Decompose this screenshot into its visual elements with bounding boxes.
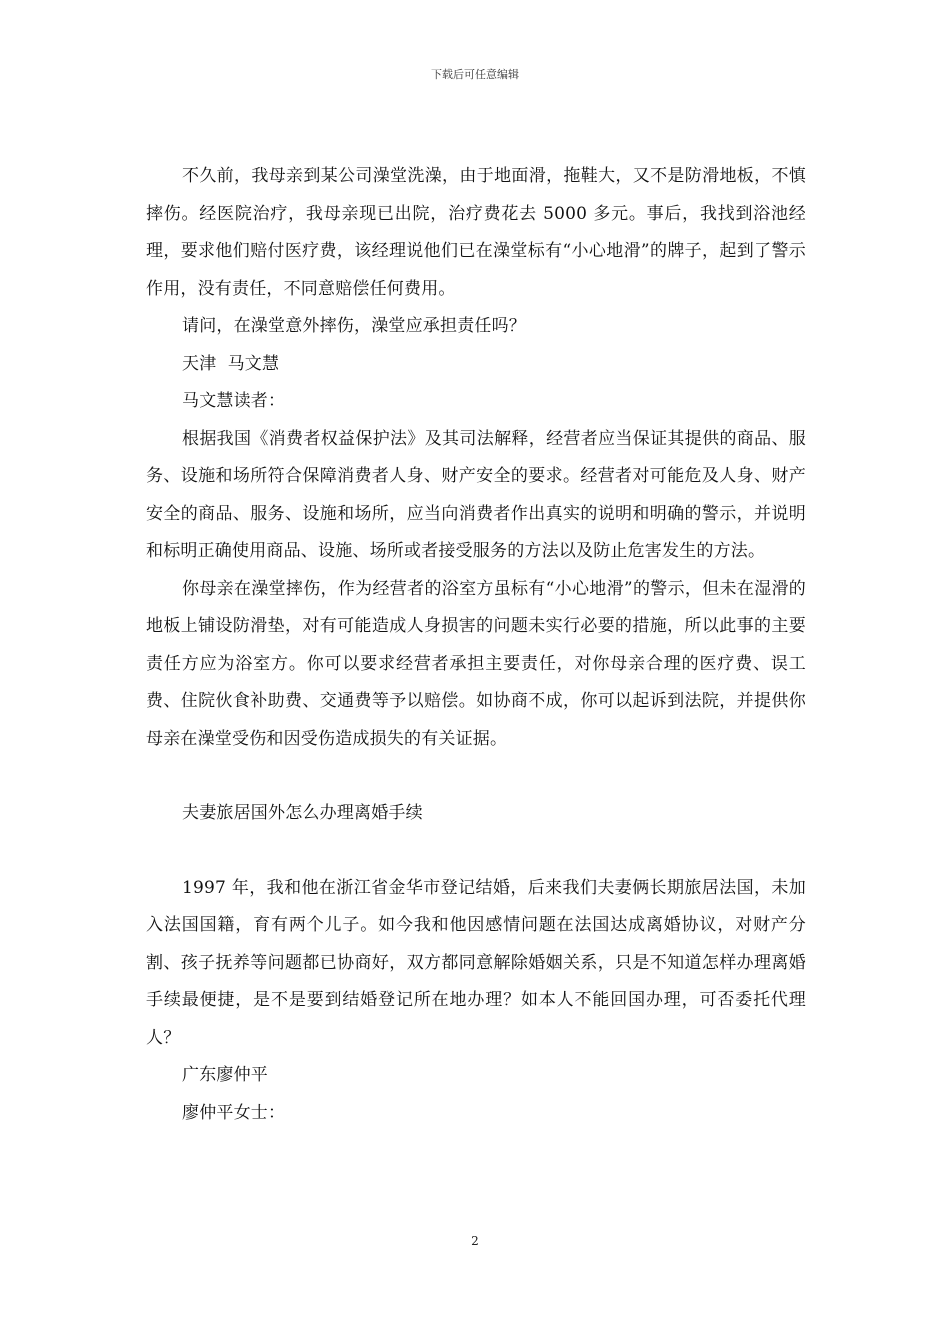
document-body [146,158,806,1132]
reply-salutation-1: 马文慧读者： [182,391,286,411]
page-header: 下载后可任意编辑 [431,68,519,81]
question-ask-1: 请问，在澡堂意外摔伤，澡堂应承担责任吗？ [182,316,526,336]
reader-signature-2: 广东廖仲平 [182,1065,268,1085]
section-title: 夫妻旅居国外怎么办理离婚手续 [182,803,423,823]
question-paragraph-1: 不久前，我母亲到某公司澡堂洗澡，由于地面滑，拖鞋大，又不是防滑地板，不慎摔伤。经医院治疗，我母亲现已出院，治疗费花去 5000 多元。事后，我找到浴池经理，要求他们赔付医疗费，该经理说他们已在澡堂标有“小心地滑”的牌子，起到了警示作用，没有责任，不同意赔偿任何费用。 [146,166,806,299]
question-paragraph-2: 1997 年，我和他在浙江省金华市登记结婚，后来我们夫妻俩长期旅居法国，未加入法国国籍，育有两个儿子。如今我和他因感情问题在法国达成离婚协议，对财产分割、孩子抚养等问题都已协商好，双方都同意解除婚姻关系，只是不知道怎样办理离婚手续最便捷，是不是要到结婚登记所在地办理？如本人不能回国办理，可否委托代理人？ [146,877,806,1048]
answer-paragraph-1: 根据我国《消费者权益保护法》及其司法解释，经营者应当保证其提供的商品、服务、设施和场所符合保障消费者人身、财产安全的要求。经营者对可能危及人身、财产安全的商品、服务、设施和场所，应当向消费者作出真实的说明和明确的警示，并说明和标明正确使用商品、设施、场所或者接受服务的方法以及防止危害发生的方法。 [146,428,806,561]
section-spacer [146,758,806,795]
answer-paragraph-2: 你母亲在澡堂摔伤，作为经营者的浴室方虽标有“小心地滑”的警示，但未在湿滑的地板上铺设防滑垫，对有可能造成人身损害的问题未实行必要的措施，所以此事的主要责任方应为浴室方。你可以要求经营者承担主要责任，对你母亲合理的医疗费、误工费、住院伙食补助费、交通费等予以赔偿。如协商不成，你可以起诉到法院，并提供你母亲在澡堂受伤和因受伤造成损失的有关证据。 [146,578,806,749]
page-number: 2 [471,1234,479,1248]
section-spacer [146,833,806,870]
reply-salutation-2: 廖仲平女士： [182,1102,286,1123]
reader-signature-1: 天津 马文慧 [182,353,280,374]
